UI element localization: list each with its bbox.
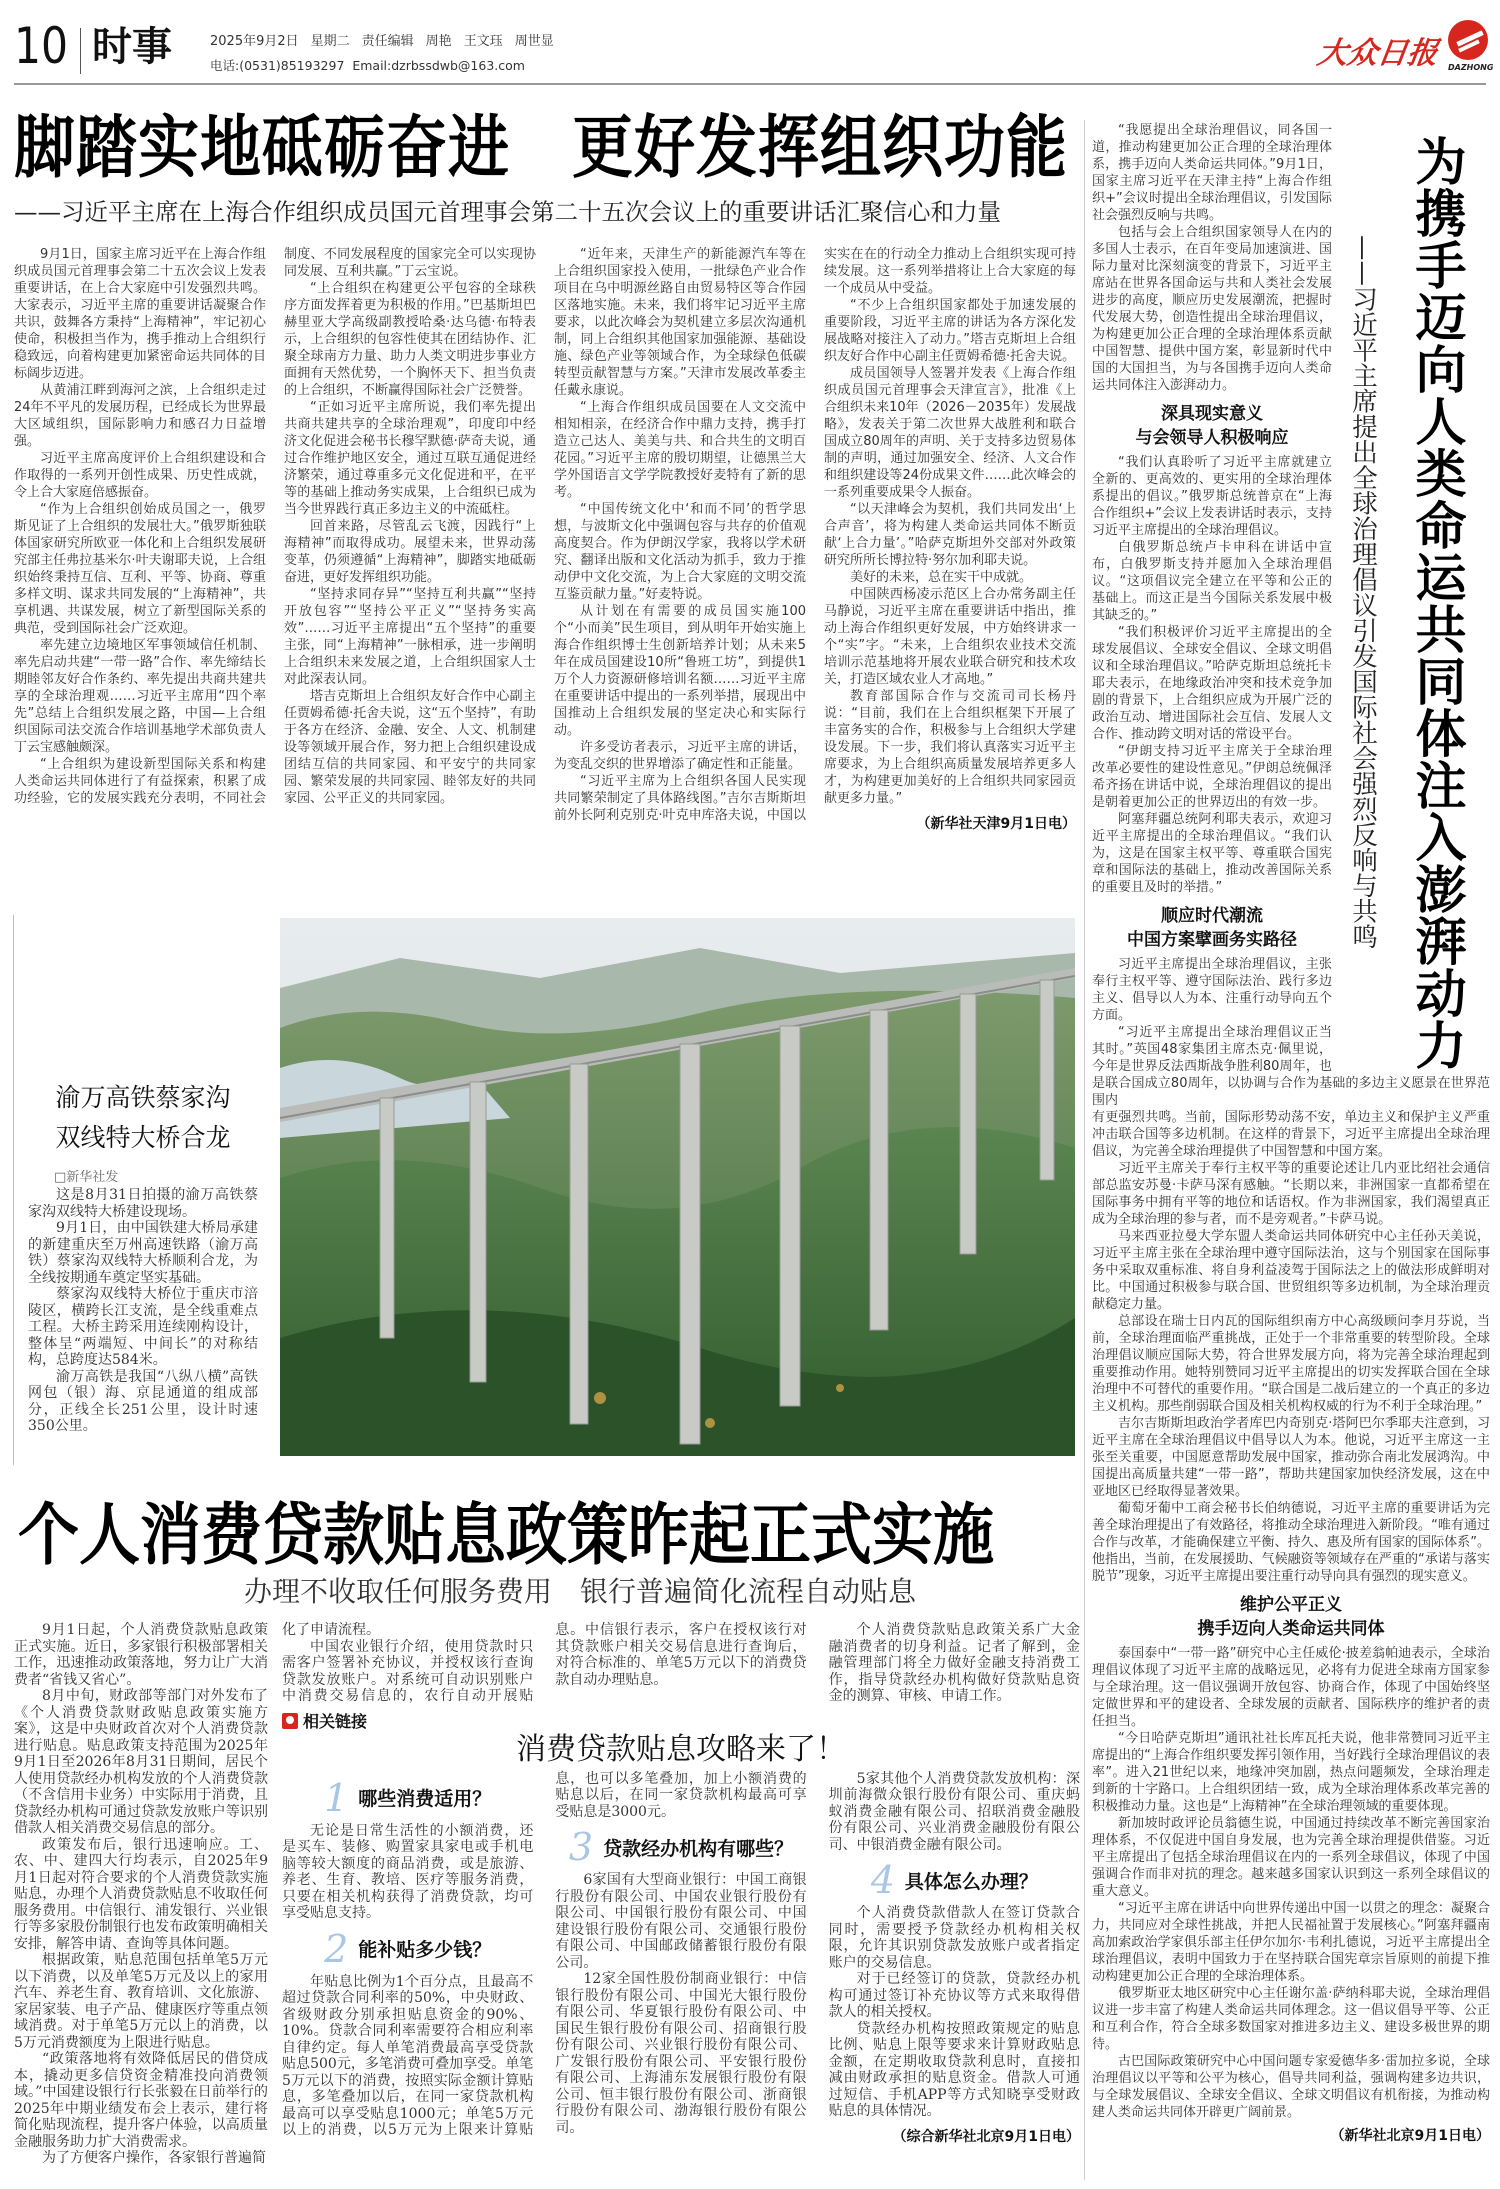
paragraph: 年贴息比例为1个百分点，且最高不超过贷款合同利率的50%，中央财政、省级财政分别承担贴息资金的90%、10%。贷款合同利率需要符合相应利率自律约定。每人单笔消费最高享受贷款贴息500元，多笔消费可叠加享受。单笔5万元以下的消费，按照实际金额计算贴息，多笔叠加以后，在同一家贷款机构最高可以享受贴息1000元；单笔5万元以上的消费，以5万元为上限来计算贴息，也可以多笔叠加，加上小额消费的贴息以后，在同一家贷款机构最高可享受贴息是3000元。 xyxy=(282,1770,807,2138)
editor-name: 王文珏 xyxy=(463,34,503,49)
related-link-label xyxy=(282,1711,1080,1731)
paragraph: 5家其他个人消费贷款发放机构：深圳前海微众银行股份有限公司、重庆蚂蚁消费金融有限公司、招联消费金融股份有限公司、兴业消费金融股份有限公司、中银消费金融有限公司。 xyxy=(828,1770,1080,1853)
loan-article-col1 xyxy=(14,1622,268,2167)
paragraph: 蔡家沟双线特大桥位于重庆市涪陵区，横跨长江支流，是全线重难点工程。大桥主跨采用连续刚构设计，整体呈“两端短、中间长”的对称结构，总跨度达584米。 xyxy=(28,1286,258,1368)
right-vertical-subtitle: ——习近平主席提出全球治理倡议引发国际社会强烈反响与共鸣 xyxy=(1348,235,1378,949)
paragraph: 这是8月31日拍摄的渝万高铁蔡家沟双线特大桥建设现场。 xyxy=(28,1187,258,1220)
paragraph: 包括与会上合组织国家领导人在内的多国人士表示，在百年变局加速演进、国际力量对比深刻演变的背景下，习近平主席站在世界各国命运与共和人类社会发展进步的高度，顺应历史发展潮流，把握时代发展大势，创造性提出全球治理倡议，为构建更加公正合理的全球治理体系贡献中国智慧、提供中国方案，彰显新时代中国的大国担当，为与各国携手迈向人类命运共同体注入澎湃动力。 xyxy=(1092,225,1332,393)
issue-info xyxy=(210,30,554,49)
paragraph: 无论是日常生活性的小额消费，还是买车、装修、购置家具家电或手机电脑等较大额度的商品消费，或是旅游、养老、生育、教培、医疗等服务消费，只要在相关机构获得了消费贷款，均可享受贴息支持。 xyxy=(282,1822,534,1921)
top-article-body xyxy=(14,246,1076,833)
top-article-paragraphs xyxy=(14,246,1076,833)
paragraph: 9月1日，国家主席习近平在上海合作组织成员国元首理事会第二十五次会议上发表重要讲话，在上合大家庭中引发强烈共鸣。大家表示，习近平主席的重要讲话凝聚合作共识，鼓舞各方秉持“上海精神”，牢记初心使命，积极担当作为，携手推动上合组织行稳致远，向着构建更加紧密命运共同体的目标阔步迈进。 xyxy=(14,247,266,381)
editor-name: 周世显 xyxy=(514,34,554,49)
paragraph: 葡萄牙葡中工商会秘书长伯纳德说，习近平主席的重要讲话为完善全球治理提出了有效路径，将推动全球治理进入新阶段。“唯有通过合作与改革，才能确保建立平衡、持久、惠及所有国家的国际体系”。他指出，当前，在发展援助、气候融资等领域存在严重的“承诺与落实脱节”现象，习近平主席提出要注重行动导向具有强烈的现实意义。 xyxy=(1092,1501,1490,1584)
paragraph: “政策落地将有效降低居民的借贷成本，撬动更多信贷资金精准投向消费领域。”中国建设银行行长张毅在日前举行的2025年中期业绩发布会上表示，建行将简化贴现流程，提升客户体验，以高质量金融服务助力扩大消费需求。 xyxy=(14,2051,268,2150)
paragraph: 为了方便客户操作，各家银行普遍简 xyxy=(42,2150,266,2166)
editors-label: 责任编辑 xyxy=(361,34,414,49)
section-heading-line: 维护公平正义 xyxy=(1240,1595,1342,1615)
related-link-text: 相关链接 xyxy=(303,1712,368,1731)
paragraph: 泰国泰中“一带一路”研究中心主任威伦·披差翁帕迪表示，全球治理倡议体现了习近平主席的战略远见，必将有力促进全球南方国家参与全球治理。这一倡议强调开放包容、协商合作，体现了中国始终坚定做世界和平的建设者、全球发展的贡献者、国际秩序的维护者的责任担当。 xyxy=(1092,1646,1490,1729)
logo-emblem-icon xyxy=(1448,20,1488,60)
dateline: （新华社天津9月1日电） xyxy=(916,816,1076,832)
photo-title-line: 双线特大桥合龙 xyxy=(55,1123,231,1152)
paragraph: 总部设在瑞士日内瓦的国际组织南方中心高级顾问李月芬说，当前，全球治理面临严重挑战，正处于一个非常重要的转型阶段。全球治理倡议顺应国际大势，符合世界发展方向，将为完善全球治理起到重要推动作用。她特别赞同习近平主席提出的切实发挥联合国在全球治理中不可替代的重要作用。“联合国是二战后建立的一个真正的多边主义机构。那些削弱联合国及相关机构权威的行为不利于全球治理。” xyxy=(1092,1314,1490,1414)
paragraph: “以天津峰会为契机，我们共同发出‘上合声音’，将为构建人类命运共同体不断贡献‘上合力量’。”哈萨克斯坦外交部对外政策研究所所长博拉特·努尔加利耶夫说。 xyxy=(824,502,1076,568)
paragraph: 对于已经签订的贷款，贷款经办机构可通过签订补充协议等方式来取得借款人的相关授权。 xyxy=(828,1971,1080,2020)
question-number: 1 xyxy=(324,1775,349,1820)
paragraph: 习近平主席提出全球治理倡议，主张奉行主权平等、遵守国际法治、践行多边主义、倡导以人为本、注重行动导向五个方面。 xyxy=(1092,957,1332,1023)
question-answer xyxy=(282,1823,533,1922)
question-title: 哪些消费适用？ xyxy=(358,1788,492,1810)
paragraph: 9月1日，由中国铁建大桥局承建的新建重庆至万州高速铁路（渝万高铁）蔡家沟双线特大桥顺利合龙，为全线按期通车奠定坚实基础。 xyxy=(28,1220,258,1286)
paragraph: 从计划在有需要的成员国实施100个“小而美”民生项目，到从明年开始实施上海合作组织博士生创新培养计划；从未来5年在成员国建设10所“鲁班工坊”，到提供1万个人力资源研修培训名额……习近平主席在重要讲话中提出的一系列举措，展现出中国推动上合组织发展的坚定决心和实际行动。 xyxy=(554,604,806,738)
top-headline: 脚踏实地砥砺奋进 更好发挥组织功能 xyxy=(14,108,1069,188)
paragraph: 古巴国际政策研究中心中国问题专家爱德华多·雷加拉多说，全球治理倡议以平等和公平为核心，倡导共同利益，强调构建多边共识，与全球发展倡议、全球安全倡议、全球文明倡议有机衔接，为推动构建人类命运共同体开辟更广阔前景。 xyxy=(1092,2054,1490,2120)
paragraph: 从黄浦江畔到海河之滨，上合组织走过24年不平凡的发展历程，已经成长为世界最大区域组织，国际影响力和感召力日益增强。 xyxy=(14,383,266,449)
paragraph: 个人消费贷款借款人在签订贷款合同时，需要授予贷款经办机构相关权限，允许其识别贷款发放账户或者指定账户的交易信息。 xyxy=(828,1905,1080,1971)
guide-qa-columns xyxy=(282,1771,1080,2146)
right-article-body xyxy=(1092,122,1490,2145)
loan-article-upper xyxy=(282,1622,1080,1705)
section-heading-line: 与会领导人积极响应 xyxy=(1135,428,1289,448)
section-heading xyxy=(1092,1593,1490,1641)
paragraph: 渝万高铁是我国“八纵八横”高铁网包（银）海、京昆通道的组成部分，正线全长251公里，设计时速350公里。 xyxy=(28,1368,258,1434)
paragraph: 回首来路，尽管乱云飞渡，因践行“上海精神”而取得成功。展望未来，世界动荡变革，仍须遵循“上海精神”，脚踏实地砥砺奋进，更好发挥组织功能。 xyxy=(284,519,536,585)
paragraph: “习近平主席为上合组织各国人民实现共同繁荣制定了具体路线图。”吉尔吉斯斯坦前外长阿利克别克·叶克申库洛夫说，中国以实实在在的行动全力推动上合组织实现可持续发展。这一系列举措将让上合大家庭的每一个成员从中受益。 xyxy=(554,247,1076,823)
paragraph: 塔吉克斯坦上合组织友好合作中心副主任贾姆希德·托舍夫说，这“五个坚持”，有助于各方在经济、金融、安全、人文、机制建设等领域开展合作，努力把上合组织建设成团结互信的共同家园、和平安宁的共同家园、繁荣发展的共同家园、睦邻友好的共同家园、公平正义的共同家园。 xyxy=(284,689,536,806)
paragraph: 根据政策，贴息范围包括单笔5万元以下消费，以及单笔5万元及以上的家用汽车、养老生育、教育培训、文化旅游、家居家装、电子产品、健康医疗等重点领域消费。对于单笔5万元以上的消费，以5万元消费额度为上限进行贴息。 xyxy=(14,1952,268,2051)
paragraph: 吉尔吉斯斯坦政治学者库巴内奇别克·塔阿巴尔季耶夫注意到，习近平主席在全球治理倡议中倡导以人为本。他说，习近平主席这一主张至关重要，中国愿意帮助发展中国家，推动弥合南北发展鸿沟。中国提出高质量共建“一带一路”，帮助共建国家加快经济发展，这在中亚地区已经取得显著效果。 xyxy=(1092,1416,1490,1499)
dateline: （综合新华社北京9月1日电） xyxy=(892,2128,1080,2145)
editor-name: 周艳 xyxy=(425,34,452,49)
paragraph: “伊朗支持习近平主席关于全球治理改革必要性的建设性意见。”伊朗总统佩泽希齐扬在讲话中说，全球治理倡议的提出是朝着更加公正的世界迈出的有效一步。 xyxy=(1092,744,1332,810)
paragraph: 阿塞拜疆总统阿利耶夫表示，欢迎习近平主席提出的全球治理倡议。“我们认为，这是在国家主权平等、尊重联合国宪章和国际法的基础上，推动改善国际关系的重要且及时的举措。” xyxy=(1092,812,1332,895)
question-number: 2 xyxy=(324,1926,349,1971)
logo-subtext: DAZHONG xyxy=(1448,63,1494,72)
bridge-photo xyxy=(280,918,1075,1456)
loan-subtitle: 办理不收取任何服务费用 银行普遍简化流程自动贴息 xyxy=(243,1575,916,1608)
page-number: 10 xyxy=(14,17,69,75)
loan-paragraphs xyxy=(14,1622,268,2167)
question-title: 具体怎么办理？ xyxy=(904,1870,1038,1893)
paragraph: 俄罗斯亚太地区研究中心主任谢尔盖·萨纳科耶夫说，全球治理倡议进一步丰富了构建人类命运共同体理念。这一倡议倡导平等、公正和互利合作，符合全球多数国家对推进多边主义、建设多极世界的期待。 xyxy=(1092,1986,1490,2052)
paragraph: 贷款经办机构按照政策规定的贴息比例、贴息上限等要求来计算财政贴息金额，在定期收取贷款利息时，直接扣减由财政承担的贴息资金。借款人可通过短信、手机APP等方式知晓享受财政贴息的具体情况。 xyxy=(828,2020,1080,2119)
question-number: 4 xyxy=(870,1858,895,1902)
logo-wordmark: 大众日报 xyxy=(1315,36,1440,71)
paragraph: 6家国有大型商业银行：中国工商银行股份有限公司、中国农业银行股份有限公司、中国银行股份有限公司、中国建设银行股份有限公司、交通银行股份有限公司、中国邮政储蓄银行股份有限公司。 xyxy=(555,1872,807,1971)
section-heading-line: 深具现实意义 xyxy=(1161,404,1263,424)
paragraph: “中国传统文化中‘和而不同’的哲学思想，与波斯文化中强调包容与共存的价值观高度契合。作为伊朗汉学家，我将以学术研究、翻译出版和文化活动为抓手，致力于推动伊中文化交流，为上合大家庭的文明交流互鉴贡献力量。”好麦特说。 xyxy=(554,502,806,602)
paragraph: “正如习近平主席所说，我们率先提出共商共建共享的全球治理观”，印度印中经济文化促进会秘书长穆罕默德·萨奇夫说，通过合作维护地区安全，通过互联互通促进经济繁荣，通过尊重多元文化促进和平，在平等的基础上推动务实成果，上合组织已成为当今世界践行真正多边主义的中流砥柱。 xyxy=(284,400,536,517)
section-name: 时事 xyxy=(92,24,172,70)
paragraph: 有更强烈共鸣。当前，国际形势动荡不安，单边主义和保护主义严重冲击联合国等多边机制。在这样的背景下，习近平主席提出全球治理倡议，为完善全球治理提供了中国智慧和中国方案。 xyxy=(1092,1110,1490,1159)
right-vertical-title: 为携手迈向人类命运共同体注入澎湃动力 xyxy=(1406,135,1465,1071)
question-title: 贷款经办机构有哪些？ xyxy=(603,1837,794,1860)
paragraph: 化了申请流程。 xyxy=(282,1622,380,1638)
paragraph: 白俄罗斯总统卢卡申科在讲话中宣布，白俄罗斯支持并愿加入全球治理倡议。“这项倡议完全建立在平等和公正的基础上。而这正是当今国际关系发展中极其缺乏的。” xyxy=(1092,540,1332,623)
loan-article-right-stack xyxy=(282,1622,1080,2146)
loan-headline: 个人消费贷款贴息政策昨起正式实施 xyxy=(18,1496,995,1575)
paragraph: 马来西亚拉曼大学东盟人类命运共同体研究中心主任孙天美说，习近平主席主张在全球治理中遵守国际法治，这与个别国家在国际事务中采取双重标准、将自身利益凌驾于国际法之上的做法形成鲜明对比。中国通过积极参与联合国、世贸组织等多边机制，为全球治理贡献稳定力量。 xyxy=(1092,1229,1490,1312)
guide-title: 消费贷款贴息攻略来了！ xyxy=(516,1731,846,1767)
paragraph: 9月1日起，个人消费贷款贴息政策正式实施。近日，多家银行积极部署相关工作，迅速推动政策落地，努力让广大消费者“省钱又省心”。 xyxy=(14,1622,268,1688)
header-rule xyxy=(14,83,1486,85)
paragraph: 8月中旬，财政部等部门对外发布了《个人消费贷款财政贴息政策实施方案》，这是中央财政首次对个人消费贷款进行贴息。贴息政策支持范围为2025年9月1日至2026年8月31日期间，居民个人使用贷款经办机构发放的个人消费贷款（不含信用卡业务）中实际用于消费，且贷款经办机构可通过贷款发放账户等识别借款人相关消费交易信息的部分。 xyxy=(14,1688,268,1836)
paragraph: “我愿提出全球治理倡议，同各国一道，推动构建更加公正合理的全球治理体系，携手迈向人类命运共同体。”9月1日，国家主席习近平在天津主持“上海合作组织+”会议时提出全球治理倡议，引发国际社会强烈反响与共鸣。 xyxy=(1092,123,1332,223)
issue-weekday: 星期二 xyxy=(310,34,350,49)
section-paragraphs xyxy=(1092,1645,1490,2121)
pen-icon xyxy=(282,1713,298,1729)
paragraph: 许多受访者表示，习近平主席的讲话，为变乱交织的世界增添了确定性和正能量。 xyxy=(554,740,806,772)
photo-title-line: 渝万高铁蔡家沟 xyxy=(55,1083,231,1112)
question-number: 3 xyxy=(568,1825,594,1869)
header-divider xyxy=(80,28,81,74)
paragraph: 新加坡时政评论员翁德生说，中国通过持续改革不断完善国家治理体系，不仅促进中国自身发展，也为完善全球治理提供借鉴。习近平主席提出了包括全球治理倡议在内的一系列全球倡议，体现了中国强调合作而非对抗的理念。越来越多国家认识到这一系列全球倡议的重大意义。 xyxy=(1092,1816,1490,1899)
question-heading xyxy=(282,1775,533,1820)
paragraph: 习近平主席关于奉行主权平等的重要论述让几内亚比绍社会通信部总监安苏曼·卡萨马深有感触。“长期以来，非洲国家一直都希望在国际事务中拥有平等的地位和话语权。作为非洲国家，我们渴望真正成为全球治理的参与者，而不是旁观者。”卡萨马说。 xyxy=(1092,1161,1490,1227)
caption-left-rule xyxy=(13,915,14,1465)
question-title: 能补贴多少钱？ xyxy=(358,1939,492,1961)
section-paragraphs xyxy=(1092,1109,1490,1585)
paragraph: “我们积极评价习近平主席提出的全球发展倡议、全球安全倡议、全球文明倡议和全球治理倡议。”哈萨克斯坦总统托卡耶夫表示，在地缘政治冲突和技术竞争加剧的背景下，上合组织应成为开展广泛的政治互动、增进国际社会互信、发展人文合作、推动跨文明对话的常设平台。 xyxy=(1092,625,1332,742)
paragraph: “习近平主席在讲话中向世界传递出中国一以贯之的理念：凝聚合力，共同应对全球性挑战，并把人民福祉置于发展核心。”阿塞拜疆南高加索政治学家俱乐部主任伊尔加尔·韦利扎德说，习近平主席提出全球治理倡议，表明中国致力于在坚持联合国宪章宗旨原则的前提下推动构建更加公正合理的全球治理体系。 xyxy=(1092,1901,1490,1984)
column-divider xyxy=(1084,120,1085,2180)
loan-paragraphs xyxy=(282,1622,1080,1705)
issue-date: 2025年9月2日 xyxy=(210,34,299,49)
paragraph: “我们认真聆听了习近平主席就建立全新的、更高效的、更实用的全球治理体系提出的倡议。”俄罗斯总统普京在“上海合作组织+”会议上发表讲话时表示，支持习近平主席提出的全球治理倡议。 xyxy=(1092,455,1332,538)
paragraph: 中国陕西杨凌示范区上合办常务副主任马静说，习近平主席在重要讲话中指出，推动上海合作组织更好发展，中方始终讲求一个“实”字。“未来，上合组织农业技术交流培训示范基地将开展农业联合研究和技术攻关，打造区域农业人才高地。” xyxy=(824,587,1076,687)
contact-info: 电话:(0531)85193297 Email:dzrbssdwb@163.com xyxy=(210,58,525,73)
paragraph: “上合组织在构建更公平包容的全球秩序方面发挥着更为积极的作用。”巴基斯坦巴赫里亚大学高级副教授哈桑·达乌德·布特表示，上合组织的包容性使其在团结协作、汇聚全球南方力量、助力人类文明进步事业方面拥有天然优势，一个胸怀天下、担当负责的上合组织，不断赢得国际社会广泛赞誉。 xyxy=(284,281,536,398)
question-answer xyxy=(829,1905,1080,2120)
paragraph: “不少上合组织国家都处于加速发展的重要阶段，习近平主席的讲话为各方深化发展战略对接注入了动力。”塔吉克斯坦上合组织友好合作中心副主任贾姆希德·托舍夫说。 xyxy=(824,298,1076,364)
paragraph: 率先建立边境地区军事领域信任机制、率先启动共建“一带一路”合作、率先缔结长期睦邻友好合作条约、率先提出共商共建共享的全球治理观……习近平主席用“四个率先”总结上合组织发展之路，中国—上合组织国际司法交流合作培训基地学术部负责人丁云宝感触颇深。 xyxy=(14,638,266,755)
section-heading-line: 携手迈向人类命运共同体 xyxy=(1197,1619,1385,1639)
paragraph: 美好的未来，总在实干中成就。 xyxy=(850,570,1033,585)
newspaper-logo xyxy=(1315,20,1498,78)
paragraph: “习近平主席提出全球治理倡议正当其时。”英国48家集团主席杰克·佩里说，今年是世界反法西斯战争胜利80周年，也是联合国成立80周年，以协调与合作为基础的多边主义愿景在世界范围内 xyxy=(1092,1025,1490,1108)
paragraph: 个人消费贷款贴息政策关系广大金融消费者的切身利益。记者了解到，金融管理部门将全力做好金融支持消费工作，指导贷款经办机构做好贷款贴息资金的测算、审核、申请工作。 xyxy=(828,1622,1080,1704)
title-spacer xyxy=(1332,122,1490,1072)
top-subtitle: ——习近平主席在上海合作组织成员国元首理事会第二十五次会议上的重要讲话汇聚信心和力量 xyxy=(14,198,1001,226)
section-heading-line: 中国方案擘画务实路径 xyxy=(1127,930,1297,950)
question-heading xyxy=(282,1926,533,1971)
dateline: （新华社北京9月1日电） xyxy=(1330,2128,1490,2144)
qa-list xyxy=(282,1771,1080,2146)
paragraph: “近年来，天津生产的新能源汽车等在上合组织国家投入使用，一批绿色产业合作项目在乌中明源丝路自由贸易特区等合作园区落地实施。未来，我们将牢记习近平主席要求，以此次峰会为契机建立多层次沟通机制，同上合组织其他国家加强能源、基础设施、绿色产业等领域合作，为全球绿色低碳转型贡献智慧与方案。”天津市发展改革委主任戴永康说。 xyxy=(554,247,806,398)
page-header xyxy=(0,0,1500,86)
photo-caption-panel xyxy=(28,1080,258,1435)
question-heading xyxy=(555,1825,806,1869)
paragraph: 习近平主席高度评价上合组织建设和合作取得的一系列开创性成果、历史性成就，令上合大家庭倍感振奋。 xyxy=(14,451,266,500)
paragraph: 成员国领导人签署并发表《上海合作组织成员国元首理事会天津宣言》，批准《上合组织未来10年（2026－2035年）发展战略》，发表关于第二次世界大战胜利和联合国成立80周年的声明、关于支持多边贸易体制的声明，通过加强安全、经济、人文合作和组织建设等24份成果文件……此次峰会的一系列重要成果令人振奋。 xyxy=(824,366,1076,500)
photo-caption-text xyxy=(28,1187,258,1435)
paragraph: “今日哈萨克斯坦”通讯社社长库瓦托夫说，他非常赞同习近平主席提出的“上海合作组织要发挥引领作用，当好践行全球治理倡议的表率”。进入21世纪以来，地缘冲突加剧，热点问题频发，全球治理走到新的十字路口。上合组织团结一致，成为全球治理体系改革完善的积极推动力量。这也是“上海精神”在全球治理领域的重要体现。 xyxy=(1092,1731,1490,1814)
paragraph: 教育部国际合作与交流司司长杨丹说：“目前，我们在上合组织框架下开展了丰富务实的合作，积极参与上合组织大学建设发展。下一步，我们将认真落实习近平主席要求，为上合组织高质量发展培养更多人才，为构建更加美好的上合组织共同家园贡献更多力量。” xyxy=(824,689,1076,806)
paragraph: “上海合作组织成员国要在人文交流中相知相亲，在经济合作中鼎力支持，携手打造立己达人、美美与共、和合共生的文明百花园。”习近平主席的殷切期望，让德黑兰大学外国语言文学学院教授好麦特有了新的思考。 xyxy=(554,400,806,500)
paragraph: “坚持求同存异”“坚持互利共赢”“坚持开放包容”“坚持公平正义”“坚持务实高效”……习近平主席提出“五个坚持”的重要主张，同“上海精神”一脉相承，进一步阐明上合组织未来发展之道，上合组织国家人士对此深表认同。 xyxy=(284,587,536,687)
bridge-landscape-image xyxy=(280,918,1075,1456)
paragraph: “上合组织为建设新型国际关系和构建人类命运共同体进行了有益探索，积累了成功经验，它的发展实践充分表明，不同社会制度、不同发展程度的国家完全可以实现协同发展、互利共赢。”丁云宝说。 xyxy=(14,247,536,806)
section-heading-line: 顺应时代潮流 xyxy=(1161,906,1263,926)
paragraph: 中国农业银行介绍，使用贷款时只需客户签署补充协议，并授权该行查询贷款发放账户。对系统可自动识别账户中消费交易信息的，农行自动开展贴息。中信银行表示，客户在授权该行对其贷款账户相关交易信息进行查询后，对符合标准的、单笔5万元以下的消费贷款自动办理贴息。 xyxy=(282,1622,807,1704)
question-heading xyxy=(829,1858,1080,1902)
paragraph: “作为上合组织创始成员国之一，俄罗斯见证了上合组织的发展壮大。”俄罗斯独联体国家研究所欧亚一体化和上合组织发展研究部主任弗拉基米尔·叶夫谢耶夫说，上合组织始终秉持互信、互利、平等、协商、尊重多样文明、谋求共同发展的“上海精神”，共享机遇、共谋发展，树立了新型国际关系的典范，受到国际社会广泛欢迎。 xyxy=(14,502,266,636)
paragraph: 12家全国性股份制商业银行：中信银行股份有限公司、中国光大银行股份有限公司、华夏银行股份有限公司、中国民生银行股份有限公司、招商银行股份有限公司、兴业银行股份有限公司、广发银行股份有限公司、平安银行股份有限公司、上海浦东发展银行股份有限公司、恒丰银行股份有限公司、浙商银行股份有限公司、渤海银行股份有限公司。 xyxy=(555,1971,807,2136)
photo-credit: □新华社发 xyxy=(54,1170,119,1185)
paragraph: 政策发布后，银行迅速响应。工、农、中、建四大行均表示，自2025年9月1日起对符合要求的个人消费贷款实施贴息，办理个人消费贷款贴息不收取任何服务费用。中信银行、浦发银行、兴业银行等多家股份制银行也发布政策明确相关安排，解答申请、查询等具体问题。 xyxy=(14,1836,268,1952)
